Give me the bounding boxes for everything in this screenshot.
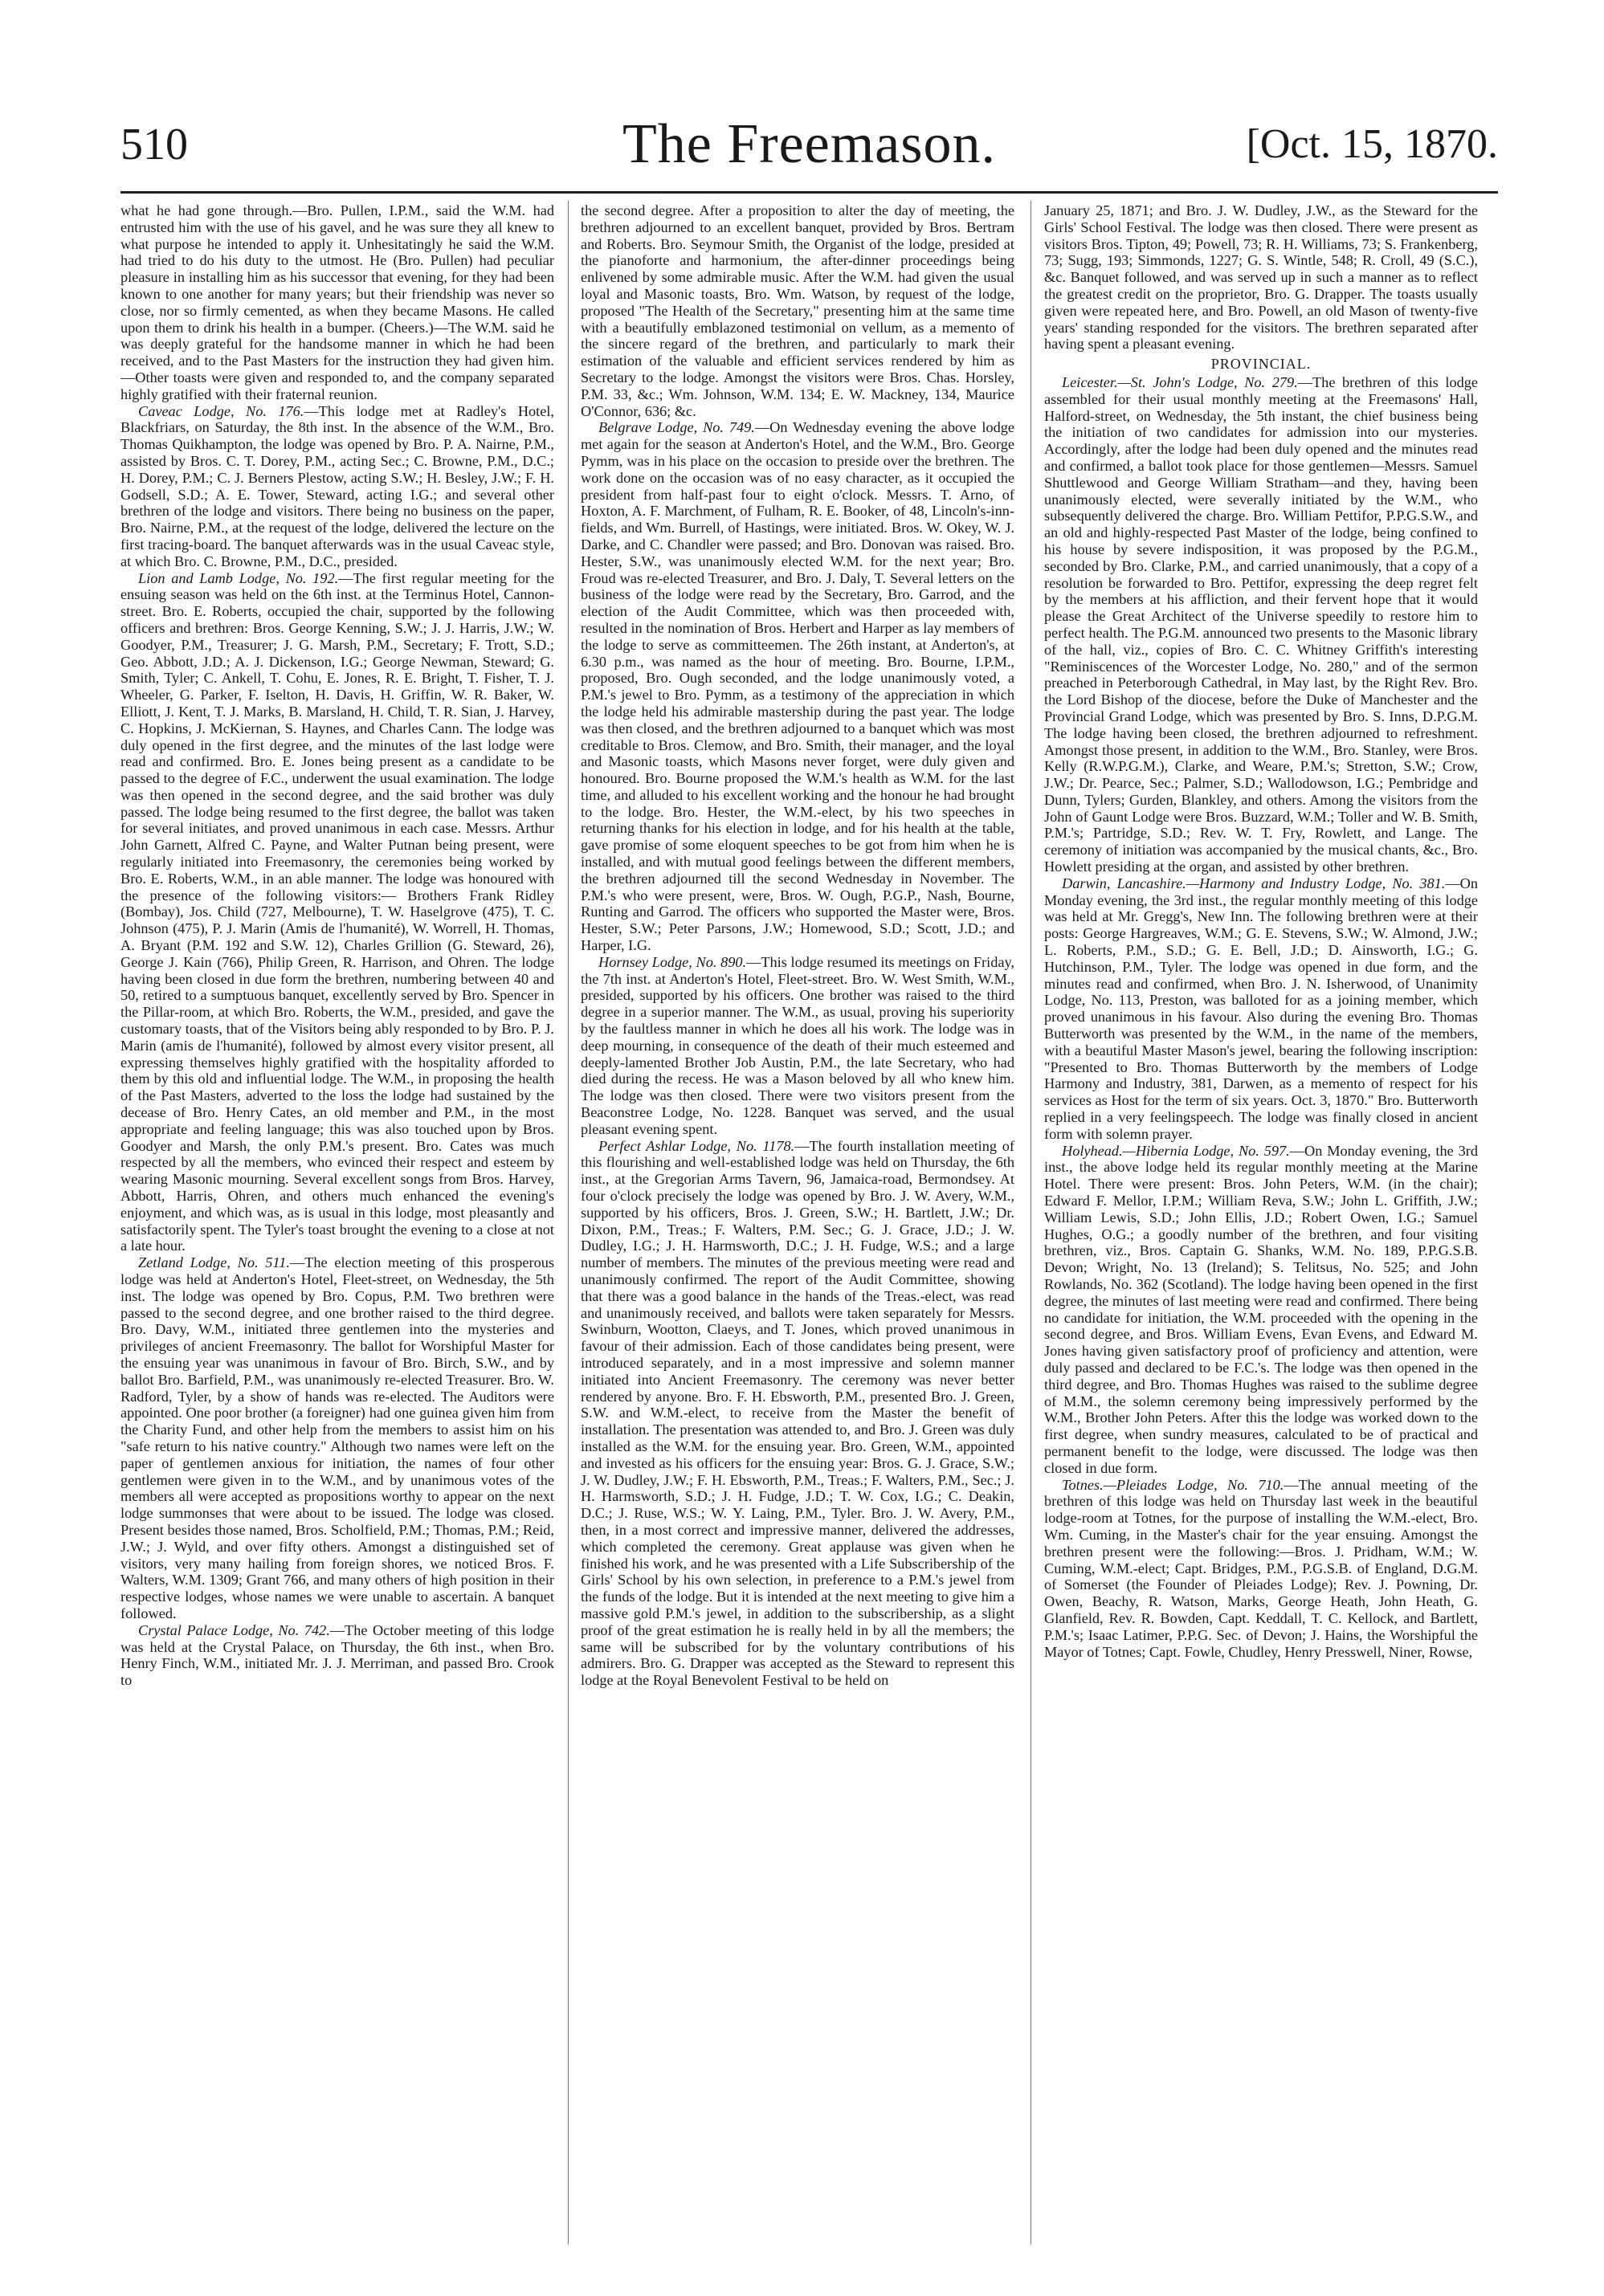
lodge-name: Hornsey Lodge, No. 890. — [598, 953, 747, 970]
lodge-name: Darwin, Lancashire.—Harmony and Industry Lodge, No. 381. — [1062, 875, 1446, 891]
report-text: —The first regular meeting for the ensuing season was held on the 6th inst. at the Terminus Hotel, Cannon-street. Bro. E. Roberts, occupied the chair, supported by the following officers and brethren: Bros. George Kenning, S.W.; J. J. Harris, J.W.; W. Goodyer, P.M., Treasurer; J. G. Marsh, P.M., Secretary; F. Trott, S.D.; Geo. Abbott, J.D.; A. J. Dickenson, I.G.; George Newman, Steward; G. Smith, Tyler; C. Ankell, T. Cohu, E. Jones, R. E. Bright, T. Fisher, T. J. Wheeler, G. Parker, F. Iselton, H. Davis, H. Griffin, W. R. Baker, W. Elliott, J. Kent, T. J. Marks, B. Marsland, H. Child, T. R. Sian, J. Harvey, C. Hopkins, J. McKiernan, S. Haynes, and Charles Cann. The lodge was duly opened in the first degree, and the minutes of the last lodge were read and confirmed. Bro. E. Jones being present as a candidate to be passed to the degree of F.C., underwent the usual examination. The lodge was then opened in the second degree, and the said brother was duly passed. The lodge being resumed to the first degree, the ballot was taken for several initiates, and proved unanimous in each case. Messrs. Arthur John Garnett, Alfred C. Payne, and Walter Putnan being present, were regularly initiated into Freemasonry, the ceremonies being worked by Bro. E. Roberts, W.M., in an able manner. The lodge was honoured with the presence of the following visitors:— Brothers Frank Ridley (Bombay), Jos. Child (727, Melbourne), T. W. Haselgrove (475), T. C. Johnson (475), P. J. Marin (Amis de l'humanité), W. Worrell, H. Thomas, A. Bryant (P.M. 192 and S.W. 12), Charles Grillion (G. Steward, 26), George J. Kain (766), Philip Green, R. Harrison, and Ohren. The lodge having been closed in due form the brethren, numbering between 40 and 50, retired to a sumptuous banquet, excellently served by Bro. Spencer in the Pillar-room, at which Bro. Roberts, the W.M., presided, and gave the customary toasts, that of the Visitors being ably responded to by Bro. P. J. Marin (amis de l'humanité), followed by almost every visitor present, all expressing themselves highly gratified with the hospitality afforded to them by this old and influential lodge. The W.M., in proposing the health of the Past Masters, adverted to the loss the lodge had sustained by the decease of Bro. Henry Cates, an old member and P.M., in the most appropriate and feeling language; this was also touched upon by Bros. Goodyer and Marsh, the only P.M.'s present. Bro. Cates was much respected by all the members, who evinced their respect and esteem by wearing Masonic mourning. Several excellent songs from Bros. Harvey, Abbott, Harris, Ohren, and others much enhanced the evening's enjoyment, and which was, as is usual in this lodge, most pleasantly and satisfactorily spent. The Tyler's toast brought the evening to a close at not a late hour. — [120, 569, 554, 1254]
report-text: —On Wednesday evening the above lodge met again for the season at Anderton's Hotel, and the W.M., Bro. George Pymm, was in his place on the occasion to preside over the brethren. The work done on the occasion was of no easy character, as it occupied the president from half-past four to eight o'clock. Messrs. T. Arno, of Hoxton, A. F. Marchment, of Fulham, R. E. Booker, of 48, Lincoln's-inn-fields, and Wm. Burrell, of Hastings, were initiated. Bros. W. Okey, W. J. Darke, and C. Chandler were passed; and Bro. Donovan was raised. Bro. Hester, S.W., was unanimously elected W.M. for the next year; Bro. Froud was re-elected Treasurer, and Bro. J. Daly, T. Several letters on the business of the lodge were read by the Secretary, Bro. Garrod, and the election of the Audit Committee, which was then proceeded with, resulted in the nomination of Bros. Herbert and Harper as lay members of the lodge to serve as committeemen. The 26th instant, at Anderton's, at 6.30 p.m., was named as the hour of meeting. Bro. Bourne, I.P.M., proposed, Bro. Ough seconded, and the lodge unanimously voted, a P.M.'s jewel to Bro. Pymm, as a testimony of the appreciation in which the lodge held his admirable mastership during the past year. The lodge was then closed, and the brethren adjourned to a banquet which was most creditable to Bros. Clemow, and Bro. Smith, their manager, and the loyal and Masonic toasts, which Masons never forget, were duly given and honoured. Bro. Bourne proposed the W.M.'s health as W.M. for the last time, and alluded to his excellent working and the honour he had brought to the lodge. Bro. Hester, the W.M.-elect, by his two speeches in returning thanks for his election in lodge, and for his health at the table, gave promise of some eloquent speeches to be got from him when he is installed, and with mutual good feelings between the different members, the brethren adjourned till the second Wednesday in November. The P.M.'s who were present, were, Bros. W. Ough, P.G.P., Nash, Bourne, Runting and Garrod. The officers who supported the Master were, Bros. Hester, S.W.; Peter Parsons, J.W.; Homewood, S.D.; Scott, J.D.; and Harper, I.G. — [581, 419, 1014, 954]
masthead — [120, 112, 1498, 185]
article-column-3 — [1044, 202, 1478, 2242]
report-text: —The October meeting of this lodge was held at the Crystal Palace, on Thursday, the 6th inst., when Bro. Henry Finch, W.M., initiated Mr. J. J. Merriman, and passed Bro. Crook to — [120, 1621, 554, 1689]
section-heading: PROVINCIAL. — [1210, 356, 1312, 373]
report-text: —This lodge resumed its meetings on Friday, the 7th inst. at Anderton's Hotel, Fleet-street. Bro. W. West Smith, W.M., presided, supported by his officers. One brother was raised to the third degree in a superior manner. The W.M., as usual, proving his superiority by the faultless manner in which he does all his work. The lodge was in deep mourning, in consequence of the death of their much esteemed and deeply-lamented Brother Job Austin, P.M., the late Secretary, who had died during the recess. He was a Mason beloved by all who knew him. The lodge was then closed. There were two visitors present from the Beaconstree Lodge, No. 1228. Banquet was served, and the usual pleasant evening spent. — [581, 953, 1014, 1137]
page-number: 510 — [120, 120, 188, 169]
lodge-name: Caveac Lodge, No. 176. — [138, 402, 304, 419]
lodge-report — [120, 403, 554, 570]
lodge-name: Leicester.—St. John's Lodge, No. 279. — [1062, 373, 1298, 390]
lodge-name: Zetland Lodge, No. 511. — [138, 1254, 290, 1271]
lodge-report — [120, 1622, 554, 1689]
lodge-report — [581, 419, 1014, 954]
report-text: —This lodge met at Radley's Hotel, Blackfriars, on Saturday, the 8th inst. In the absence of the W.M., Bro. Thomas Quikhampton, the lodge was opened by Bro. P. A. Nairne, P.M., assisted by Bros. C. T. Dorey, P.M., acting Sec.; C. Browne, P.M., D.C.; H. Dorey, P.M.; C. J. Berners Plestow, acting S.W.; H. Besley, J.W.; F. H. Godsell, S.D.; A. E. Tower, Steward, acting I.G.; and several other brethren of the lodge and visitors. There being no business on the paper, Bro. Nairne, P.M., at the request of the lodge, delivered the lecture on the first tracing-board. The banquet afterwards was in the usual Caveac style, at which Bro. C. Browne, P.M., D.C., presided. — [120, 402, 554, 569]
lodge-name: Holyhead.—Hibernia Lodge, No. 597. — [1062, 1142, 1290, 1159]
lodge-report — [120, 570, 554, 1255]
issue-date: [Oct. 15, 1870. — [1246, 121, 1498, 167]
report-continuation — [581, 202, 1014, 419]
report-text: the second degree. After a proposition to alter the day of meeting, the brethren adjourned to an excellent banquet, provided by Bros. Bertram and Roberts. Bro. Seymour Smith, the Organist of the lodge, presided at the pianoforte and harmonium, the after-dinner proceedings being enlivened by some admirable music. After the W.M. had given the usual loyal and Masonic toasts, Bro. Wm. Watson, by request of the lodge, proposed "The Health of the Secretary," presenting him at the same time with a beautifully emblazoned testimonial on vellum, as a memento of the sincere regard of the brethren, and particularly to mark their estimation of the valuable and efficient services rendered by him as Secretary to the lodge. Amongst the visitors were Bros. Chas. Horsley, P.M. 33, &c.; Wm. Johnson, W.M. 134; E. W. Mackney, 134, Maurice O'Connor, 636; &c. — [581, 202, 1014, 419]
lodge-report — [1044, 875, 1478, 1143]
newspaper-title: The Freemason. — [622, 113, 996, 175]
report-text: —The annual meeting of the brethren of this lodge was held on Thursday last week in the beautiful lodge-room at Totnes, for the purpose of installing the W.M.-elect, Bro. Wm. Cuming, in the Master's chair for the year ensuing. Amongst the brethren present were the following:—Bros. J. Pridham, W.M.; W. Cuming, W.M.-elect; Capt. Bridges, P.M., P.G.S.B. of England, D.G.M. of Somerset (the Founder of Pleiades Lodge); Rev. J. Powning, Dr. Owen, Beachy, R. Watson, Marks, George Heath, John Heath, G. Glanfield, Rev. R. Bowden, Capt. Keddall, T. C. Kellock, and Bartlett, P.M.'s; Isaac Latimer, P.P.G. Sec. of Devon; J. Hains, the Worshipful the Mayor of Totnes; Capt. Fowle, Chudley, Henry Presswell, Niner, Rowse, — [1044, 1476, 1478, 1660]
lodge-name: Belgrave Lodge, No. 749. — [598, 419, 755, 436]
lodge-report — [1044, 1143, 1478, 1477]
lodge-name: Crystal Palace Lodge, No. 742. — [138, 1621, 330, 1638]
lodge-name: Perfect Ashlar Lodge, No. 1178. — [598, 1137, 795, 1154]
article-column-1 — [120, 202, 554, 2242]
report-continuation — [1044, 202, 1478, 353]
lodge-name: Totnes.—Pleiades Lodge, No. 710. — [1062, 1476, 1284, 1493]
report-text: —The fourth installation meeting of this flourishing and well-established lodge was held on Thursday, the 6th inst., at the Gregorian Arms Tavern, 96, Jamaica-road, Bermondsey. At four o'clock precisely the lodge was opened by Bro. J. W. Avery, W.M., supported by his officers, Bros. J. Green, S.W.; H. Bartlett, J.W.; Dr. Dixon, P.M., Treas.; F. Walters, P.M. Sec.; G. J. Grace, J.D.; J. W. Dudley, I.G.; J. H. Harmsworth, D.C.; J. H. Fudge, W.S.; and a large number of members. The minutes of the previous meeting were read and unanimously confirmed. The report of the Audit Committee, showing that there was a good balance in the hands of the Treas.-elect, was read and unanimously received, and ballots were taken separately for Messrs. Swinburn, Wootton, Claeys, and T. Jones, which proved unanimous in favour of their admission. Each of those candidates being present, were introduced separately, and in a most impressive and solemn manner initiated into Ancient Freemasonry. The ceremony was never better rendered by anyone. Bro. F. H. Ebsworth, P.M., presented Bro. J. Green, S.W. and W.M.-elect, to receive from the Master the benefit of installation. The presentation was attended to, and Bro. J. Green was duly installed as the W.M. for the ensuing year. Bro. Green, W.M., appointed and invested as his officers for the ensuing year: Bros. G. J. Grace, S.W.; J. W. Dudley, J.W.; F. H. Ebsworth, P.M., Treas.; F. Walters, P.M., Sec.; J. H. Harmsworth, S.D.; J. H. Fudge, J.D.; T. W. Cox, I.G.; C. Deakin, D.C.; J. Ruse, W.S.; W. Y. Laing, P.M., Tyler. Bro. J. W. Avery, P.M., then, in a most correct and impressive manner, delivered the addresses, which completed the ceremony. Great applause was given when he finished his work, and he was presented with a Life Subscribership of the Girls' School by his own selection, in preference to a P.M.'s jewel from the funds of the lodge. But it is intended at the next meeting to give him a massive gold P.M.'s jewel, in addition to the subscribership, as a slight proof of the great estimation he is really held in by all the members; the same will be subscribed for by the voluntary contributions of his admirers. Bro. G. Drapper was accepted as the Steward to represent this lodge at the Royal Benevolent Festival to be held on — [581, 1137, 1014, 1689]
report-continuation — [120, 202, 554, 403]
report-text: —The brethren of this lodge assembled for their usual monthly meeting at the Freemasons' Hall, Halford-street, on Wednesday, the 5th instant, the chief business being the initiation of two candidates for admission into our mysteries. Accordingly, after the lodge had been duly opened and the minutes read and confirmed, a ballot took place for those gentlemen—Messrs. Samuel Shuttlewood and George William Stratham—and they, having been unanimously elected, were severally initiated by the W.M., who subsequently delivered the charge. Bro. William Pettifor, P.P.G.S.W., and an old and highly-respected Past Master of the lodge, being confined to his house by severe indisposition, it was proposed by the P.G.M., seconded by Bro. Clarke, P.M., and carried unanimously, that a copy of a resolution be forwarded to Bro. Pettifor, expressing the deep regret felt by the members at his affliction, and their fervent hope that it would please the Great Architect of the Universe speedily to restore him to perfect health. The P.G.M. announced two presents to the Masonic library of the hall, viz., copies of Bro. C. C. Whitney Griffith's interesting "Reminiscences of the Worcester Lodge, No. 280," and of the sermon preached in Peterborough Cathedral, in May last, by the Right Rev. Bro. the Lord Bishop of the diocese, before the Duke of Manchester and the Provincial Grand Lodge, which was presented by Bro. S. Inns, D.P.G.M. The lodge having been closed, the brethren adjourned to refreshment. Amongst those present, in addition to the W.M., Bro. Stanley, were Bros. Kelly (R.W.P.G.M.), Clarke, and Weare, P.M.'s; Stretton, S.W.; Crow, J.W.; Dr. Pearce, Sec.; Palmer, S.D.; Wallodowson, I.G.; Pembridge and Dunn, Tylers; Gurden, Blankley, and others. Among the visitors from the John of Gaunt Lodge were Bros. Buzzard, W.M.; Toller and W. B. Smith, P.M.'s; Partridge, S.D.; Rev. W. T. Fry, Rowlett, and Lange. The ceremony of initiation was accompanied by the musical chants, &c., Bro. Howlett presiding at the organ, and assisted by other brethren. — [1044, 373, 1478, 875]
lodge-report — [120, 1254, 554, 1622]
lodge-name: Lion and Lamb Lodge, No. 192. — [138, 569, 339, 586]
report-text: —On Monday evening, the 3rd inst., the above lodge held its regular monthly meeting at the Marine Hotel. There were present: Bros. John Peters, W.M. (in the chair); Edward F. Mellor, I.P.M.; William Reva, S.W.; John L. Griffith, J.W.; William Lewis, S.D.; John Ellis, J.D.; Robert Owen, I.G.; Samuel Hughes, O.G.; a goodly number of the brethren, and four visiting brethren, viz., Bros. Captain G. Shanks, W.M. No. 189, P.P.G.S.B. Devon; Wright, No. 13 (Ireland); S. Telitsus, No. 525; and John Rowlands, No. 362 (Scotland). The lodge having been opened in the first degree, the minutes of last meeting were read and confirmed. There being no candidate for initiation, the W.M. proceeded with the opening in the second degree, and Bros. William Evens, Evan Evens, and Edward M. Jones having given satisfactory proof of proficiency and attention, were duly passed and declared to be F.C.'s. The lodge was then opened in the third degree, and Bro. Thomas Hughes was raised to the sublime degree of M.M., the solemn ceremony being impressively performed by the W.M., Brother John Peters. After this the lodge was worked down to the first degree, when sundry measures, calculated to be of practical and permanent benefit to the lodge, were discussed. The lodge was then closed in due form. — [1044, 1142, 1478, 1476]
lodge-report — [1044, 374, 1478, 875]
report-text: —On Monday evening, the 3rd inst., the regular monthly meeting of this lodge was held at Mr. Gregg's, New Inn. The following brethren were at their posts: George Hargreaves, W.M.; G. E. Stevens, S.W.; W. Almond, J.W.; L. Roberts, P.M., S.D.; G. E. Bell, J.D.; D. Ainsworth, I.G.; G. Hutchinson, P.M., Tyler. The lodge was opened in due form, and the minutes read and confirmed, when Bro. J. N. Isherwood, of Unanimity Lodge, No. 113, Preston, was balloted for as a joining member, which proved unanimous in his favour. Also during the evening Bro. Thomas Butterworth was presented by the W.M., in the name of the members, with a beautiful Master Mason's jewel, bearing the following inscription: "Presented to Bro. Thomas Butterworth by the members of Lodge Harmony and Industry, 381, Darwen, as a memento of respect for his services as Host for the term of six years. Oct. 3, 1870." Bro. Butterworth replied in a very feelingspeech. The lodge was finally closed in ancient form with solemn prayer. — [1044, 875, 1478, 1142]
column-divider — [568, 201, 569, 2245]
lodge-report — [1044, 1477, 1478, 1661]
masthead-rule — [120, 191, 1498, 194]
lodge-report — [581, 1138, 1014, 1689]
article-column-2 — [581, 202, 1014, 2242]
report-text: what he had gone through.—Bro. Pullen, I.P.M., said the W.M. had entrusted him with the use of his gavel, and he was sure they all knew to what purpose he intended to apply it. Unhesitatingly he said the W.M. had tried to do his duty to the utmost. He (Bro. Pullen) had peculiar pleasure in installing him as his successor that evening, for they had been known to one another for many years; but their friendship was never so close, nor so firmly cemented, as when they became Masons. He called upon them to drink his health in a bumper. (Cheers.)—The W.M. said he was deeply grateful for the handsome manner in which he had been received, and to the Past Masters for the instruction they had given him. —Other toasts were given and responded to, and the company separated highly gratified with their fraternal reunion. — [120, 202, 554, 402]
lodge-report — [581, 954, 1014, 1138]
report-text: January 25, 1871; and Bro. J. W. Dudley, J.W., as the Steward for the Girls' School Festival. The lodge was then closed. There were present as visitors Bros. Tipton, 49; Powell, 73; R. H. Williams, 73; S. Frankenberg, 73; Sugg, 193; Simmonds, 1227; G. S. Wintle, 548; R. Croll, 49 (S.C.), &c. Banquet followed, and was served up in such a manner as to reflect the greatest credit on the proprietor, Bro. G. Drapper. The toasts usually given were repeated here, and Bro. Powell, an old Mason of twenty-five years' standing responded for the visitors. The brethren separated after having spent a pleasant evening. — [1044, 202, 1478, 353]
report-text: —The election meeting of this prosperous lodge was held at Anderton's Hotel, Fleet-street, on Wednesday, the 5th inst. The lodge was opened by Bro. Copus, P.M. Two brethren were passed to the second degree, and one brother raised to the third degree. Bro. Davy, W.M., initiated three gentlemen into the mysteries and privileges of ancient Freemasonry. The ballot for Worshipful Master for the ensuing year was unanimous in favour of Bro. Birch, S.W., and by ballot Bro. Barfield, P.M., was unanimously re-elected Treasurer. Bro. W. Radford, Tyler, by a show of hands was re-elected. The Auditors were appointed. One poor brother (a foreigner) had one guinea given him from the Charity Fund, and other help from the members to assist him on his "safe return to his native country." Although two names were left on the paper of gentlemen anxious for initiation, the names of four other gentlemen were given in to the W.M., and by unanimous votes of the members all were accepted as propositions worthy to appear on the next lodge summonses that were about to be issued. The lodge was closed. Present besides those named, Bros. Scholfield, P.M.; Thomas, P.M.; Reid, J.W.; J. Wyld, and over fifty others. Amongst a distinguished set of visitors, very many hailing from foreign shores, we noticed Bros. F. Walters, W.M. 1309; Grant 766, and many others of high position in their respective lodges, whose names we were unable to ascertain. A banquet followed. — [120, 1254, 554, 1621]
